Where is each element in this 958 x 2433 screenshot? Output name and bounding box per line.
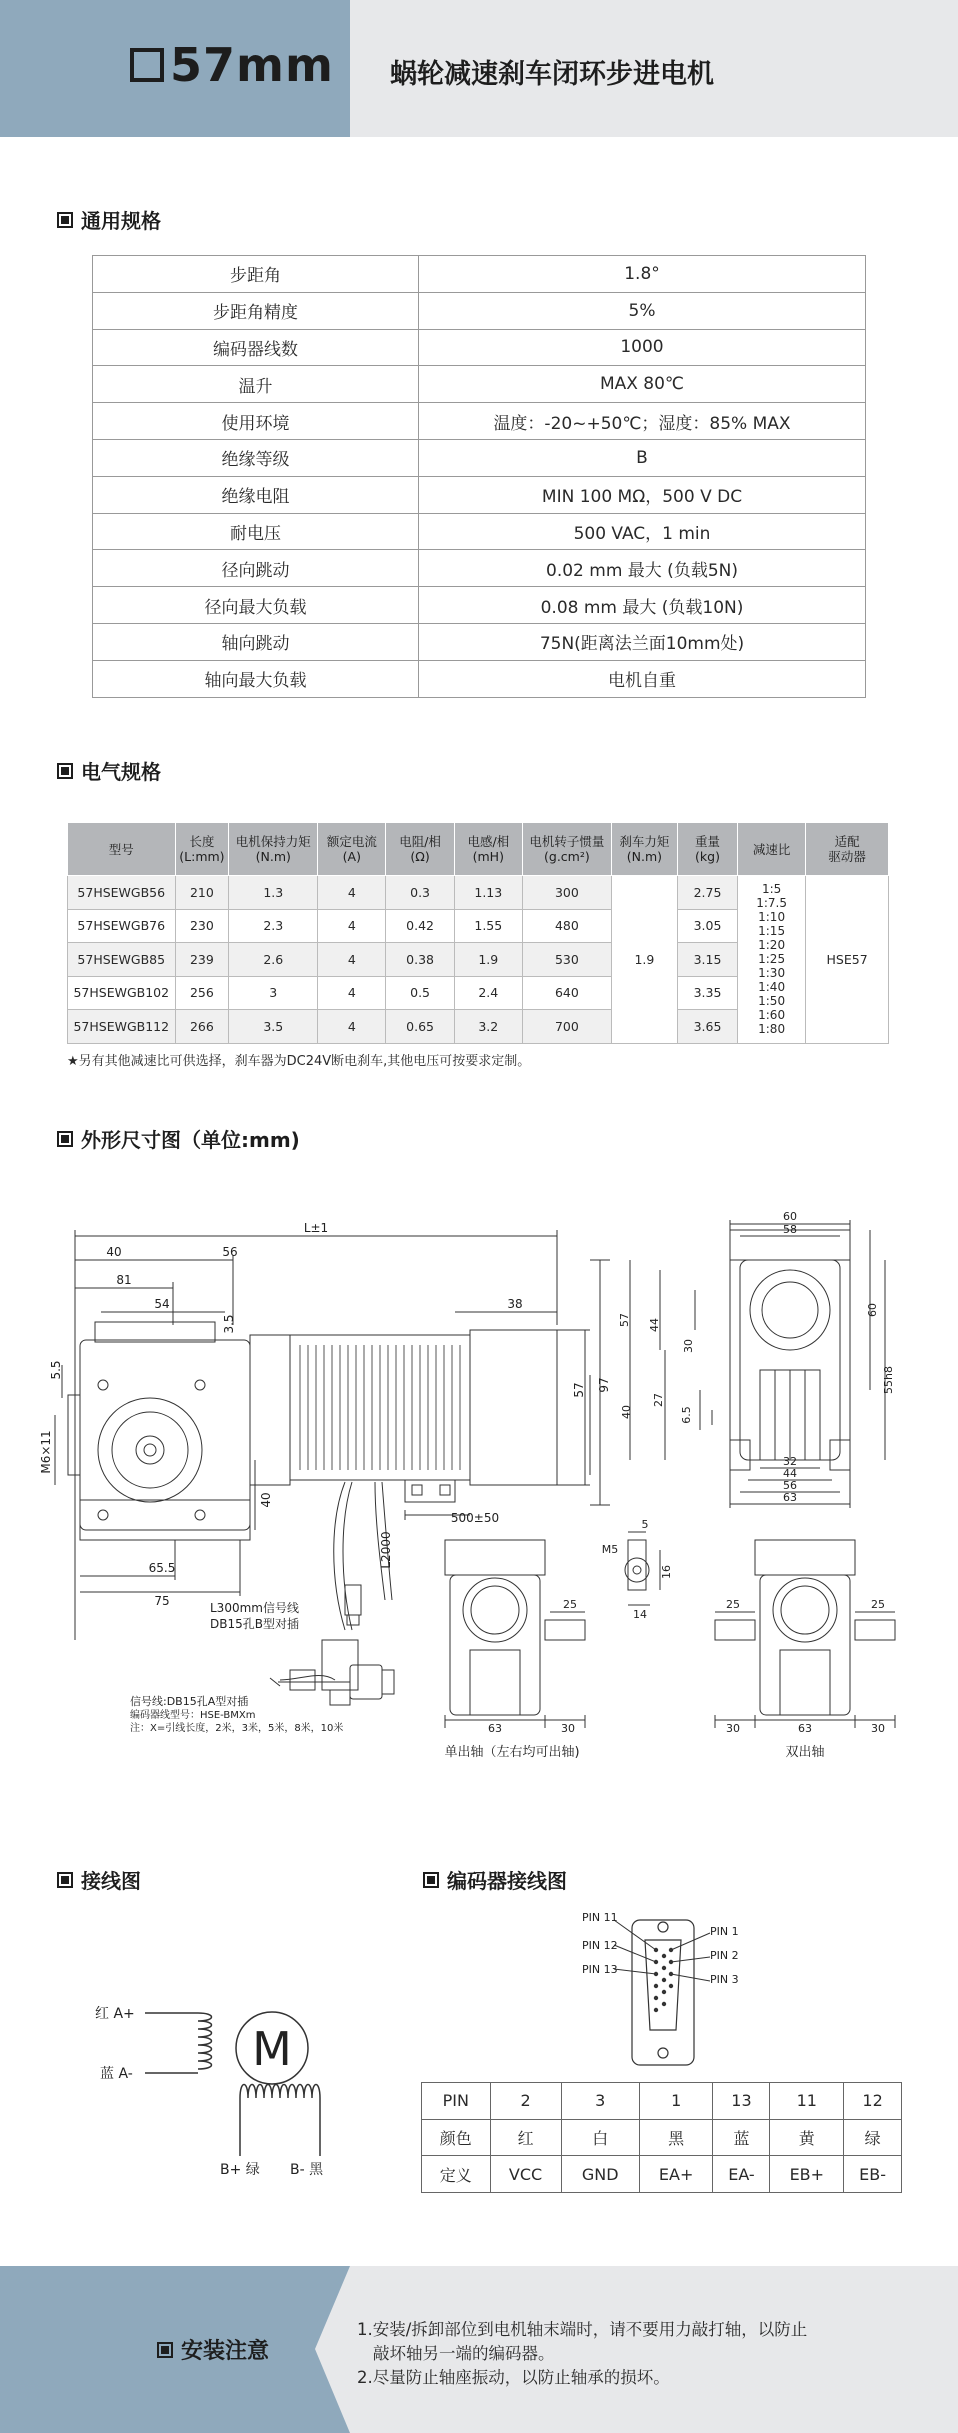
elec-header-cell [229, 823, 318, 876]
pin-cell: 11 [770, 2083, 844, 2120]
ratio-item: 1:20 [758, 938, 786, 953]
pin-cell: 蓝 [713, 2119, 770, 2156]
spec-value: 电机自重 [419, 660, 866, 697]
dim-75: 75 [154, 1594, 170, 1608]
side-dim-40: 40 [620, 1405, 633, 1419]
electrical-spec-table [67, 822, 889, 1044]
spec-key: 径向最大负载 [93, 587, 419, 624]
elec-cell: 1.13 [454, 876, 522, 910]
spec-value: 0.02 mm 最大 (负载5N) [419, 550, 866, 587]
elec-cell: 230 [175, 909, 229, 943]
elec-cell: 0.65 [386, 1010, 454, 1044]
elec-cell: 300 [522, 876, 611, 910]
elec-cell: 3.35 [678, 976, 738, 1010]
dim-40: 40 [106, 1245, 122, 1259]
ratio-item: 1:15 [758, 924, 786, 939]
side-dim-63: 63 [783, 1491, 797, 1504]
elec-header-line: 驱动器 [828, 849, 866, 864]
elec-cell: 0.42 [386, 909, 454, 943]
general-spec-row [93, 256, 866, 293]
spec-key: 绝缘电阻 [93, 476, 419, 513]
elec-cell: 1.55 [454, 909, 522, 943]
key-5: 5 [641, 1518, 649, 1531]
side-dim-44: 44 [648, 1318, 661, 1332]
spec-value: 温度：-20~+50℃；湿度：85% MAX [419, 403, 866, 440]
wire-b-minus: B- 黑 [290, 2162, 324, 2178]
dim-65-5: 65.5 [148, 1561, 176, 1575]
side-dim-55h8: 55h8 [882, 1366, 895, 1394]
elec-header-cell [68, 823, 176, 876]
dim-3-5: 3.5 [222, 1314, 236, 1334]
elec-cell: 1.9 [454, 943, 522, 977]
elec-cell: 2.75 [678, 876, 738, 910]
driver-cell: HSE57 [806, 876, 889, 1044]
elec-cell: 210 [175, 876, 229, 910]
single-dim-30: 30 [561, 1722, 575, 1735]
elec-cell: 3.65 [678, 1010, 738, 1044]
general-spec-heading: 通用规格 [57, 205, 161, 234]
spec-key: 使用环境 [93, 403, 419, 440]
dim-m6: M6×11 [39, 1430, 53, 1474]
general-spec-row [93, 366, 866, 403]
pin-cell: GND [561, 2156, 639, 2193]
spec-key: 编码器线数 [93, 329, 419, 366]
elec-cell: 0.38 [386, 943, 454, 977]
spec-value: 1.8° [419, 256, 866, 293]
pin-11-label: PIN 11 [582, 1911, 618, 1924]
wire-b-plus: B+ 绿 [220, 2162, 260, 2178]
motor-symbol: M [252, 2022, 292, 2076]
pin-cell: 2 [490, 2083, 561, 2120]
pin-cell: 黄 [770, 2119, 844, 2156]
pin-cell: VCC [490, 2156, 561, 2193]
spec-value: B [419, 439, 866, 476]
elec-header-line: (g.cm²) [544, 849, 590, 864]
general-spec-row [93, 403, 866, 440]
double-shaft-label: 双出轴 [785, 1745, 825, 1760]
elec-cell: 57HSEWGB102 [68, 976, 176, 1010]
install-notes [357, 2318, 807, 2390]
square-bullet-icon [57, 212, 73, 228]
dim-97: 97 [597, 1377, 611, 1393]
elec-cell: 0.5 [386, 976, 454, 1010]
pin-cell: 1 [639, 2083, 713, 2120]
elec-header-line: 长度 [189, 834, 215, 849]
square-bullet-icon [57, 1872, 73, 1888]
side-dim-27: 27 [652, 1393, 665, 1407]
ratio-item: 1:5 [761, 882, 782, 897]
double-dim-30a: 30 [726, 1722, 740, 1735]
elec-cell: 530 [522, 943, 611, 977]
brake-torque-cell: 1.9 [611, 876, 677, 1044]
general-spec-row [93, 476, 866, 513]
pin-cell: EB- [844, 2156, 902, 2193]
pin-row-label: 颜色 [422, 2119, 491, 2156]
elec-cell: 266 [175, 1010, 229, 1044]
elec-header-line: (kg) [695, 849, 720, 864]
general-spec-row [93, 587, 866, 624]
side-dim-57: 57 [618, 1313, 631, 1327]
elec-cell: 700 [522, 1010, 611, 1044]
wiring-diagram [80, 1980, 360, 2190]
square-bullet-icon [57, 1131, 73, 1147]
dim-cable: 500±50 [450, 1511, 500, 1525]
ratio-item: 1:80 [758, 1022, 786, 1037]
elec-row [68, 876, 889, 910]
elec-header-line: 电感/相 [467, 834, 510, 849]
elec-header-line: 刹车力矩 [619, 834, 670, 849]
single-shaft-label: 单出轴（左右均可出轴) [444, 1745, 580, 1760]
encoder-heading: 编码器接线图 [423, 1865, 567, 1894]
elec-cell: 3.15 [678, 943, 738, 977]
header-model: 57mm [170, 38, 334, 92]
dim-40b: 40 [259, 1492, 273, 1508]
ratio-item: 1:60 [758, 1008, 786, 1023]
elec-header-cell [806, 823, 889, 876]
square-bullet-icon [423, 1872, 439, 1888]
signal-line-label-1: L300mm信号线 [210, 1601, 299, 1615]
pin-cell: 绿 [844, 2119, 902, 2156]
elec-header-line: 电机保持力矩 [235, 834, 311, 849]
pin-cell: 13 [713, 2083, 770, 2120]
double-dim-25a: 25 [726, 1598, 740, 1611]
spec-value: 5% [419, 292, 866, 329]
install-heading: 安装注意 [157, 2334, 269, 2365]
elec-header-line: 型号 [108, 841, 134, 857]
general-spec-row [93, 513, 866, 550]
ratio-item: 1:25 [758, 952, 786, 967]
encoder-line-label-3: 注：X=引线长度，2米，3米，5米，8米，10米 [130, 1723, 344, 1734]
double-dim-30b: 30 [871, 1722, 885, 1735]
electrical-spec-heading: 电气规格 [57, 756, 161, 785]
elec-header-line: 电阻/相 [399, 834, 441, 849]
elec-cell: 239 [175, 943, 229, 977]
ratio-item: 1:50 [758, 994, 786, 1009]
elec-cell: 1.3 [229, 876, 318, 910]
spec-value: MIN 100 MΩ，500 V DC [419, 476, 866, 513]
elec-cell: 0.3 [386, 876, 454, 910]
electrical-note: ★另有其他减速比可供选择，刹车器为DC24V断电刹车,其他电压可按要求定制。 [67, 1054, 531, 1069]
elec-header-line: (mH) [472, 849, 504, 864]
elec-header-cell [318, 823, 386, 876]
signal-line-label-2: DB15孔B型对插 [210, 1617, 299, 1631]
elec-cell: 2.3 [229, 909, 318, 943]
side-dim-58: 58 [783, 1223, 797, 1236]
install-note-2: 2.尽量防止轴座振动，以防止轴承的损坏。 [357, 2368, 670, 2387]
wire-a-minus: 蓝 A- [100, 2066, 133, 2082]
elec-cell: 3.5 [229, 1010, 318, 1044]
elec-header-cell [678, 823, 738, 876]
square-bullet-icon [57, 763, 73, 779]
spec-value: 75N(距离法兰面10mm处) [419, 623, 866, 660]
ratio-item: 1:7.5 [756, 896, 787, 911]
elec-cell: 3 [229, 976, 318, 1010]
elec-header-line: (N.m) [255, 849, 291, 864]
general-spec-table [92, 255, 866, 698]
elec-header-line: 额定电流 [326, 834, 377, 849]
dim-57: 57 [572, 1382, 586, 1398]
encoder-line-label-1: 信号线:DB15孔A型对插 [130, 1695, 249, 1708]
elec-cell: 256 [175, 976, 229, 1010]
key-16: 16 [660, 1565, 673, 1579]
pin-row-label: PIN [422, 2083, 491, 2120]
elec-cell: 57HSEWGB112 [68, 1010, 176, 1044]
pin-table-row [422, 2119, 902, 2156]
elec-header-cell [522, 823, 611, 876]
dim-38: 38 [507, 1297, 523, 1311]
reduction-ratio-cell [737, 876, 805, 1044]
pin-cell: 3 [561, 2083, 639, 2120]
pin-cell: 黑 [639, 2119, 713, 2156]
elec-cell: 2.4 [454, 976, 522, 1010]
dim-81: 81 [116, 1273, 132, 1287]
spec-value: 1000 [419, 329, 866, 366]
pin-cell: EB+ [770, 2156, 844, 2193]
elec-header-cell [175, 823, 229, 876]
pin-3-label: PIN 3 [710, 1973, 739, 1986]
pin-cell: 12 [844, 2083, 902, 2120]
side-dim-60h: 60 [866, 1303, 879, 1317]
spec-key: 径向跳动 [93, 550, 419, 587]
elec-cell: 3.2 [454, 1010, 522, 1044]
pin-cell: EA- [713, 2156, 770, 2193]
install-note-1: 1.安装/拆卸部位到电机轴末端时，请不要用力敲打轴，以防止 [357, 2320, 808, 2339]
elec-cell: 3.05 [678, 909, 738, 943]
pin-table-row [422, 2156, 902, 2193]
side-dim-30: 30 [682, 1339, 695, 1353]
dim-l2000: L2000 [379, 1531, 393, 1569]
elec-cell: 4 [318, 909, 386, 943]
pin-table-row [422, 2083, 902, 2120]
pin-cell: 红 [490, 2119, 561, 2156]
general-spec-row [93, 660, 866, 697]
spec-value: 0.08 mm 最大 (负载10N) [419, 587, 866, 624]
elec-header-line: (A) [342, 849, 361, 864]
dim-5-5: 5.5 [49, 1360, 63, 1380]
elec-cell: 4 [318, 943, 386, 977]
ratio-item: 1:10 [758, 910, 786, 925]
pin-cell: EA+ [639, 2156, 713, 2193]
db15-connector-diagram [570, 1905, 800, 2075]
ratio-item: 1:30 [758, 966, 786, 981]
side-dim-6-5: 6.5 [680, 1406, 693, 1424]
spec-key: 轴向最大负载 [93, 660, 419, 697]
side-dim-32: 32 [783, 1455, 797, 1468]
elec-header-cell [737, 823, 805, 876]
elec-header-cell [611, 823, 677, 876]
page-header [0, 0, 958, 137]
square-bullet-icon [157, 2342, 173, 2358]
wire-a-plus: 红 A+ [95, 2006, 135, 2022]
key-m5: M5 [601, 1543, 619, 1556]
ratio-item: 1:40 [758, 980, 786, 995]
general-spec-row [93, 623, 866, 660]
pin-12-label: PIN 12 [582, 1939, 618, 1952]
general-spec-row [93, 329, 866, 366]
single-dim-25: 25 [563, 1598, 577, 1611]
side-dim-56: 56 [783, 1479, 797, 1492]
key-14: 14 [633, 1608, 647, 1621]
elec-cell: 480 [522, 909, 611, 943]
elec-header-line: 电机转子惯量 [529, 834, 605, 849]
pin-13-label: PIN 13 [582, 1963, 618, 1976]
elec-header-cell [454, 823, 522, 876]
elec-cell: 57HSEWGB85 [68, 943, 176, 977]
spec-value: 500 VAC，1 min [419, 513, 866, 550]
elec-cell: 57HSEWGB76 [68, 909, 176, 943]
elec-cell: 4 [318, 976, 386, 1010]
double-dim-63: 63 [798, 1722, 812, 1735]
square-flange-icon [130, 48, 164, 82]
spec-value: MAX 80℃ [419, 366, 866, 403]
dimension-heading: 外形尺寸图（单位:mm) [57, 1124, 300, 1153]
side-dim-60: 60 [783, 1210, 797, 1223]
dimension-drawing [0, 1200, 958, 1790]
header-model-block [0, 0, 350, 137]
elec-header-line: (L:mm) [179, 849, 225, 864]
encoder-pin-table [421, 2082, 902, 2193]
header-title: 蜗轮减速刹车闭环步进电机 [390, 59, 714, 90]
pin-1-label: PIN 1 [710, 1925, 739, 1938]
elec-header-line: 重量 [694, 834, 720, 849]
wiring-heading: 接线图 [57, 1865, 141, 1894]
elec-header-line: 适配 [834, 834, 860, 849]
spec-key: 绝缘等级 [93, 439, 419, 476]
elec-header-line: (Ω) [410, 849, 430, 864]
pin-cell: 白 [561, 2119, 639, 2156]
elec-cell: 4 [318, 1010, 386, 1044]
install-footer [0, 2266, 958, 2433]
double-dim-25b: 25 [871, 1598, 885, 1611]
elec-cell: 2.6 [229, 943, 318, 977]
elec-cell: 57HSEWGB56 [68, 876, 176, 910]
spec-key: 步距角精度 [93, 292, 419, 329]
spec-key: 步距角 [93, 256, 419, 293]
general-spec-row [93, 550, 866, 587]
install-note-1b: 敲坏轴另一端的编码器。 [373, 2344, 555, 2363]
elec-cell: 640 [522, 976, 611, 1010]
elec-cell: 4 [318, 876, 386, 910]
general-spec-row [93, 292, 866, 329]
spec-key: 耐电压 [93, 513, 419, 550]
single-dim-63: 63 [488, 1722, 502, 1735]
general-spec-row [93, 439, 866, 476]
dim-L: L±1 [303, 1221, 329, 1235]
pin-2-label: PIN 2 [710, 1949, 739, 1962]
dim-54: 54 [154, 1297, 170, 1311]
dim-56: 56 [222, 1245, 238, 1259]
elec-header-cell [386, 823, 454, 876]
spec-key: 温升 [93, 366, 419, 403]
side-dim-44w: 44 [783, 1467, 797, 1480]
pin-row-label: 定义 [422, 2156, 491, 2193]
elec-header-line: 减速比 [752, 841, 791, 857]
encoder-line-label-2: 编码器线型号：HSE-BMXm [130, 1710, 256, 1721]
elec-header-line: (N.m) [626, 849, 663, 864]
spec-key: 轴向跳动 [93, 623, 419, 660]
